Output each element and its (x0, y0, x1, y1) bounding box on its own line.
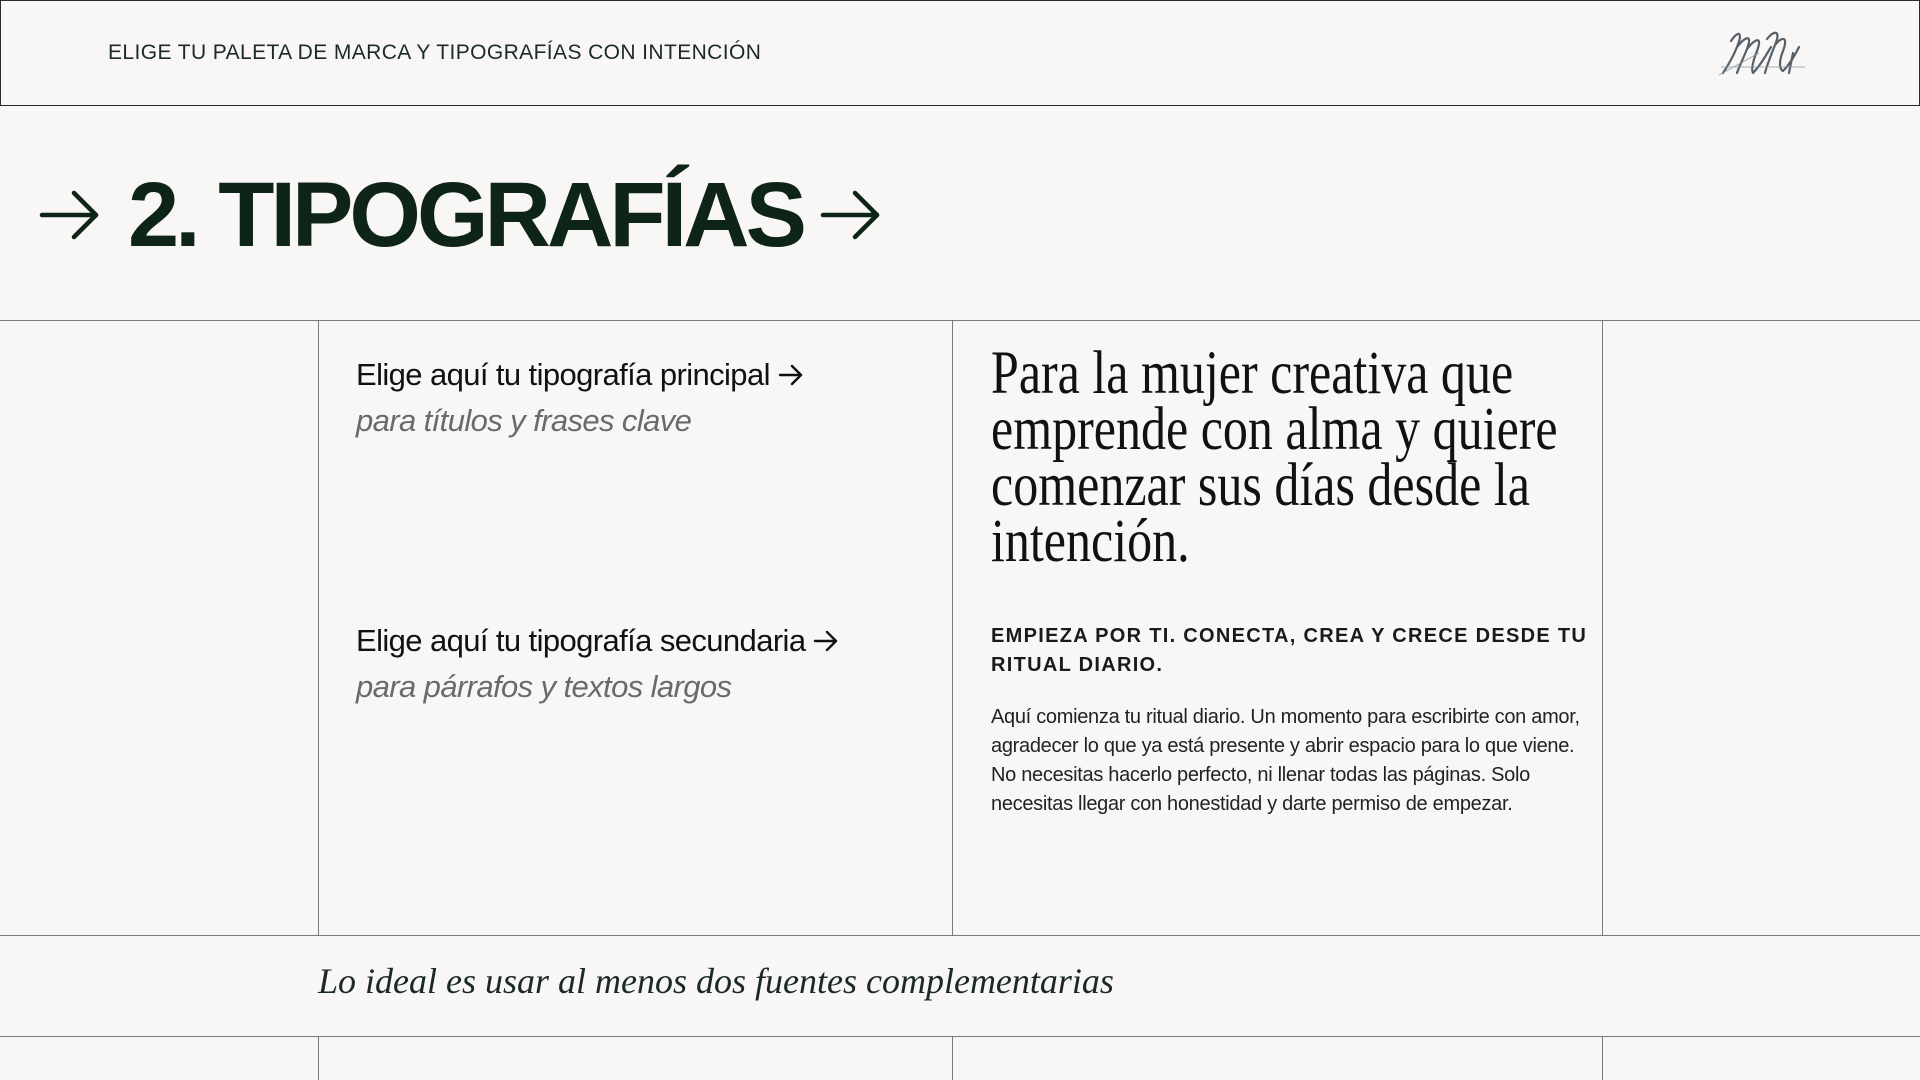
sample-body: Aquí comienza tu ritual diario. Un momento para escribirte con amor, agradecer lo que ya está presente y abrir espacio para lo que viene. No necesitas hacerlo perfecto, ni llenar todas las páginas. Solo necesitas llegar con honestidad y darte permiso de empezar. (991, 706, 1580, 815)
divider (1602, 320, 1603, 936)
header-bar (0, 0, 1920, 106)
signature-logo-icon (1719, 23, 1809, 83)
secondary-font-label-text: Elige aquí tu tipografía secundaria (356, 623, 806, 658)
arrow-right-icon (38, 185, 102, 245)
divider (318, 1036, 319, 1080)
sample-quote: Para la mujer creativa que emprende con alma y quiere comenzar sus días desde la intención. (991, 340, 1558, 575)
header-title: ELIGE TU PALETA DE MARCA Y TIPOGRAFÍAS CON INTENCIÓN (108, 41, 762, 64)
divider (0, 320, 1920, 321)
divider (952, 320, 953, 936)
divider (0, 1036, 1920, 1037)
primary-font-subtitle: para títulos y frases clave (356, 403, 692, 438)
primary-font-choice[interactable] (356, 357, 804, 439)
page-title: 2. TIPOGRAFÍAS (128, 164, 803, 266)
secondary-font-label[interactable] (356, 623, 839, 659)
secondary-font-subtitle: para párrafos y textos largos (356, 669, 732, 704)
divider (318, 320, 319, 936)
sample-eyebrow: EMPIEZA POR TI. CONECTA, CREA Y CRECE DESDE TU RITUAL DIARIO. (991, 625, 1588, 676)
divider (1602, 1036, 1603, 1080)
arrow-right-icon (819, 185, 883, 245)
footer-note: Lo ideal es usar al menos dos fuentes complementarias (318, 961, 1114, 1001)
divider (952, 1036, 953, 1080)
primary-font-label[interactable] (356, 357, 804, 393)
secondary-font-choice[interactable] (356, 623, 839, 705)
arrow-right-icon (778, 363, 804, 387)
primary-font-label-text: Elige aquí tu tipografía principal (356, 357, 770, 392)
divider (0, 935, 1920, 936)
arrow-right-icon (813, 629, 839, 653)
section-heading (38, 160, 883, 270)
